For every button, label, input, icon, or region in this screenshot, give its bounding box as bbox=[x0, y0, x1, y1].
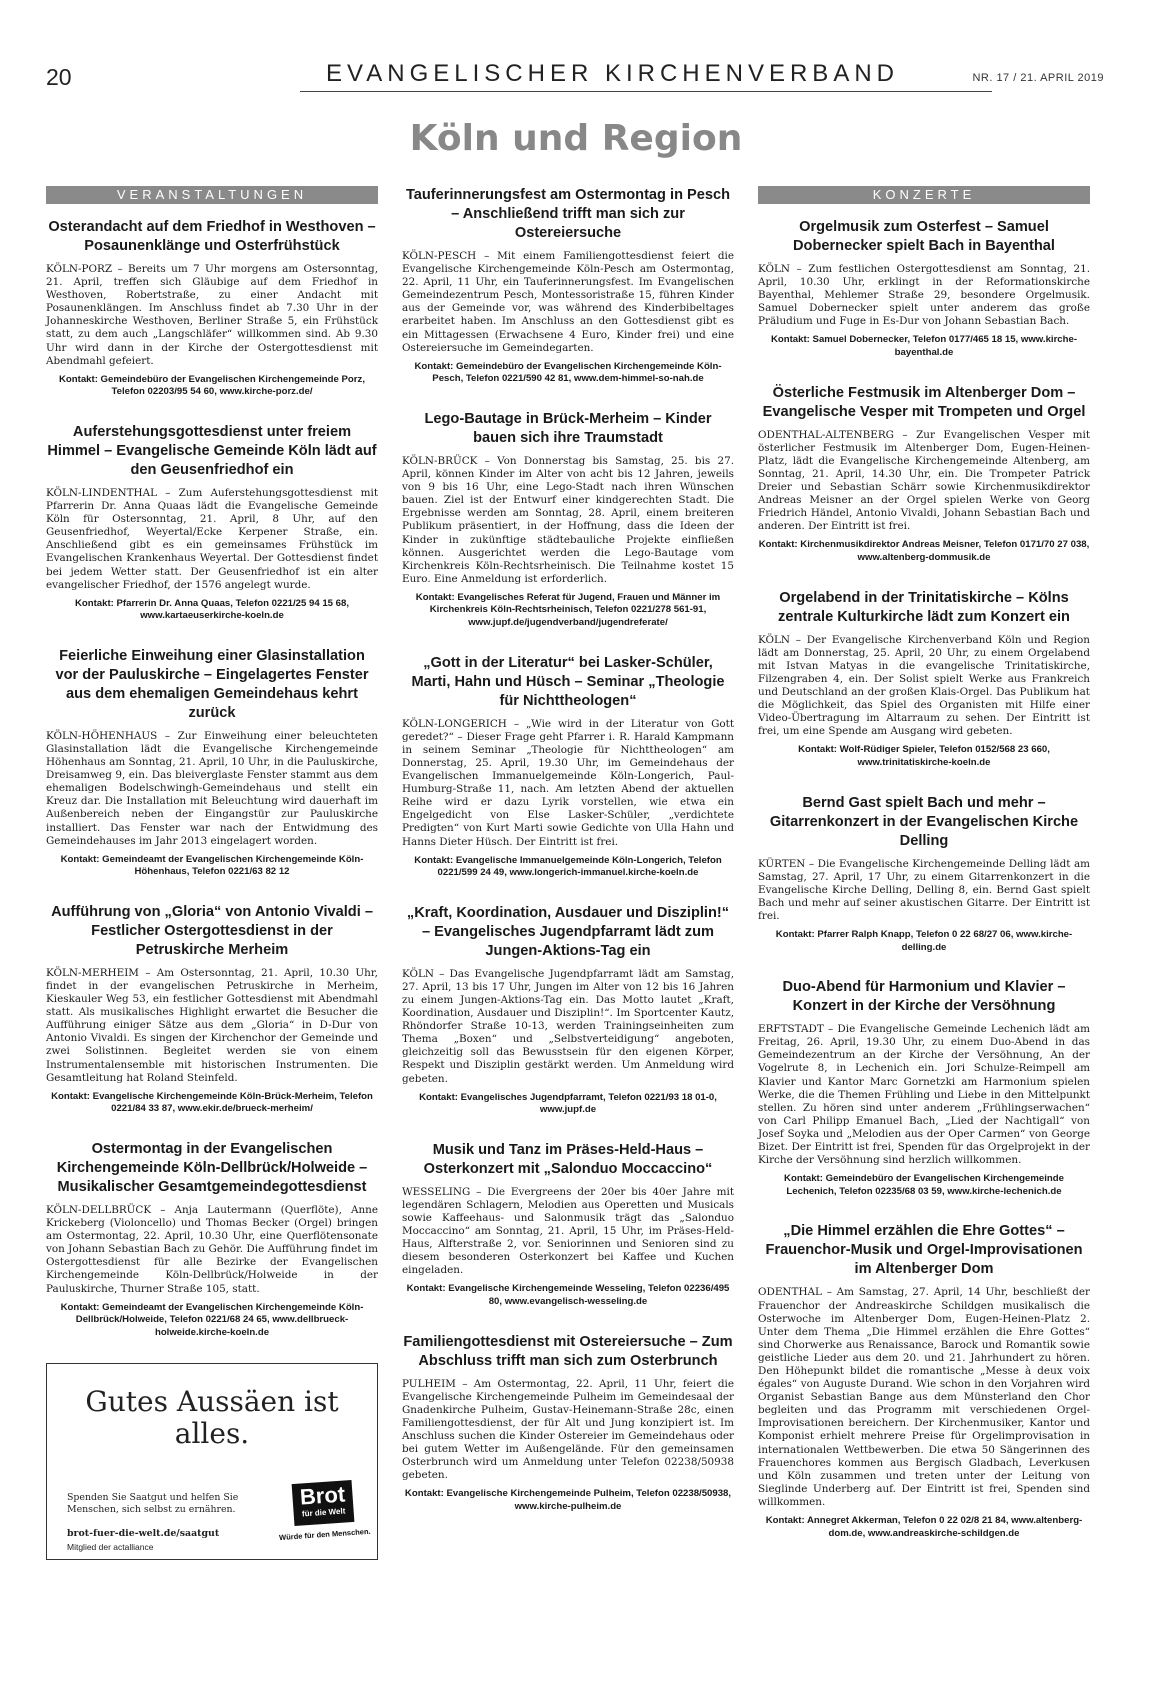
article-contact: Kontakt: Evangelische Immanuelgemeinde Köln-Longerich, Telefon 0221/599 24 49, www.longerich-immanuel.kirche-koeln.de bbox=[414, 854, 722, 879]
article-contact: Kontakt: Evangelische Kirchengemeinde Pulheim, Telefon 02238/50938, www.kirche-pulheim.de bbox=[404, 1488, 732, 1512]
article-contact: Kontakt: Wolf-Rüdiger Spieler, Telefon 0152/568 23 660, www.trinitatiskirche-koeln.de bbox=[798, 744, 1050, 768]
article bbox=[46, 423, 378, 623]
logo-badge bbox=[292, 1480, 355, 1526]
article bbox=[402, 410, 734, 630]
article bbox=[402, 654, 734, 880]
article-title: Österliche Festmusik im Altenberger Dom – Evangelische Vesper mit Trompeten und Orgel bbox=[762, 384, 1086, 420]
article-contact: Kontakt: Gemeindebüro der Evangelischen Kirchengemeinde Porz, Telefon 02203/95 54 60, www.kirche-porz.de/ bbox=[58, 373, 365, 398]
article-body: KÖLN – Zum festlichen Ostergottesdienst am Sonntag, 21. April, 10.30 Uhr, erklingt in der Reformationskirche Bayenthal, Mehlemer Straße 29, besondere Orgelmusik. Samuel Dobernecker spielt unter anderem das große Präludium und Fuge in Es-Dur von Johann Sebastian Bach. bbox=[758, 263, 1090, 328]
article-contact: Kontakt: Evangelische Kirchengemeinde Köln-Brück-Merheim, Telefon 0221/84 33 87, www.ekir.de/brueck-merheim/ bbox=[51, 1090, 373, 1115]
article-body: KÖLN-PESCH – Mit einem Familiengottesdienst feiert die Evangelische Kirchengemeinde Köln-Pesch am Ostermontag, 22. April, 11 Uhr, ein Tauferinnerungsfest. Im Evangelischen Gemeindezentrum Pesch, Montessoristraße 15, führen Kinder aus der Gemeinde vor, was während des Kinderbibeltages erarbeitet haben. Im Anschluss an den Gottesdienst gibt es ein Mittagessen (Erwachsene 4 Euro, Kinder frei) und eine Ostereiersuche im Gemeindegarten. bbox=[402, 250, 734, 354]
article-contact: Kontakt: Pfarrer Ralph Knapp, Telefon 0 22 68/27 06, www.kirche-delling.de bbox=[775, 929, 1073, 953]
article-body: KÖLN-LINDENTHAL – Zum Auferstehungsgottesdienst mit Pfarrerin Dr. Anna Quaas lädt die Evangelische Gemeinde Köln für Ostersonntag, 21. April, 8 Uhr, auf den Geusenfriedhof, Weyertal/Ecke Kerpener Straße, ein. Anschließend gibt es ein gemeinsames Frühstück im Evangelischen Krankenhaus Weyertal. Der Gottesdienst findet bei jedem Wetter statt. Der Geusenfriedhof ist ein alter evangelischer Friedhof, der 1576 angelegt wurde. bbox=[46, 486, 378, 591]
article-title: Ostermontag in der Evangelischen Kirchengemeinde Köln-Dellbrück/Holweide – Musikalischer Gesamtgemeindegottesdienst bbox=[56, 1140, 368, 1195]
article bbox=[402, 904, 734, 1117]
article-title: Bernd Gast spielt Bach und mehr – Gitarrenkonzert in der Evangelischen Kirche Delling bbox=[769, 794, 1079, 849]
article-title: Osterandacht auf dem Friedhof in Westhoven – Posaunenklänge und Osterfrühstück bbox=[48, 219, 376, 254]
ad-url[interactable]: brot-fuer-die-welt.de/saatgut bbox=[67, 1528, 220, 1540]
article bbox=[758, 384, 1090, 565]
article-contact: Kontakt: Evangelisches Referat für Jugend, Frauen und Männer im Kirchenkreis Köln-Rechtsrheinisch, Telefon 0221/278 561-91, www.jupf.de/jugendverband/jugendreferate/ bbox=[415, 591, 721, 629]
advertisement[interactable] bbox=[46, 1363, 378, 1560]
article-body: PULHEIM – Am Ostermontag, 22. April, 11 Uhr, feiert die Evangelische Kirchengemeinde Pulheim im Gemeindesaal der Gnadenkirche Pulheim, Gustav-Heinemann-Straße 28c, einen Familiengottesdienst, der für Alt und Jung konzipiert ist. Im Anschluss suchen die Kinder Ostereier im Gemeindehaus oder bei gutem Wetter im Außengelände. Für den gemeinsamen Osterbrunch wird um Anmeldung unter Telefon 02238/50938 gebeten. bbox=[402, 1377, 734, 1482]
article-body: KÖLN – Der Evangelische Kirchenverband Köln und Region lädt am Donnerstag, 25. April, 20 Uhr, zu einem Orgelabend mit Istvan Matyas in die evangelische Trinitatiskirche, Filzengraben 4, ein. Der Solist spielt Werke aus Frankreich und Deutschland an der großen Klais-Orgel. Das Publikum hat die Möglichkeit, das Spiel des Organisten mit Hilfe einer Video-Übertragung im Altarraum zu sehen. Der Eintritt ist frei, um eine Spende am Ausgang wird gebeten. bbox=[758, 633, 1090, 738]
article-body: KÖLN-PORZ – Bereits um 7 Uhr morgens am Ostersonntag, 21. April, treffen sich Gläubige auf dem Friedhof in Westhoven, Robertstraße, zu einer Andacht mit Posaunenklängen. Im Anschluss findet ab 7.30 Uhr in der Johanneskirche Westhoven, Berliner Straße 5, ein Frühstück statt, zu dem auch „Langschläfer“ willkommen sind. Ab 9.30 Uhr wird dann in der Kirche der Ostergottesdienst mit Abendmahl gefeiert. bbox=[46, 263, 378, 367]
article bbox=[758, 1222, 1090, 1540]
article-title: „Kraft, Koordination, Ausdauer und Disziplin!“ – Evangelisches Jugendpfarramt lädt zum Jungen-Aktions-Tag ein bbox=[406, 904, 730, 959]
article bbox=[402, 1141, 734, 1309]
column-label: KONZERTE bbox=[758, 186, 1090, 204]
article-body: WESSELING – Die Evergreens der 20er bis 40er Jahre mit legendären Schlagern, Melodien aus Operetten und Musicals sowie Kaffeehaus- und Salonmusik trägt das „Salonduo Moccaccino“ am Sonntag, 21. April, 15 Uhr, im Präses-Held-Haus, Alfterstraße 2, vor. Seniorinnen und Senioren sind zu diesem besonderen Osterkonzert bei Kaffee und Kuchen eingeladen. bbox=[402, 1185, 734, 1277]
article-title: Orgelabend in der Trinitatiskirche – Kölns zentrale Kulturkirche lädt zum Konzert ein bbox=[778, 589, 1070, 625]
article bbox=[46, 218, 378, 399]
article-contact: Kontakt: Evangelische Kirchengemeinde Wesseling, Telefon 02236/495 80, www.evangelisch-wesseling.de bbox=[406, 1283, 730, 1308]
publication-title: EVANGELISCHER KIRCHENVERBAND bbox=[326, 60, 899, 87]
article-title: Feierliche Einweihung einer Glasinstallation vor der Pauluskirche – Eingelagertes Fenster aus dem ehemaligen Gemeindehaus kehrt zurück bbox=[55, 647, 369, 721]
column-konzerte bbox=[758, 186, 1090, 1564]
article-contact: Kontakt: Samuel Dobernecker, Telefon 0177/465 18 15, www.kirche-bayenthal.de bbox=[770, 334, 1078, 359]
article-contact: Kontakt: Pfarrerin Dr. Anna Quaas, Telefon 0221/25 94 15 68, www.kartaeuserkirche-koeln.de bbox=[74, 597, 350, 622]
article-title: Musik und Tanz im Präses-Held-Haus – Osterkonzert mit „Salonduo Moccaccino“ bbox=[423, 1141, 713, 1177]
logo-word: Brot bbox=[299, 1481, 346, 1510]
article-contact: Kontakt: Evangelisches Jugendpfarramt, Telefon 0221/93 18 01-0, www.jupf.de bbox=[419, 1091, 717, 1116]
article-title: Orgelmusik zum Osterfest – Samuel Dobernecker spielt Bach in Bayenthal bbox=[793, 219, 1055, 254]
article bbox=[758, 794, 1090, 955]
header-rule bbox=[300, 91, 992, 92]
article-contact: Kontakt: Gemeindeamt der Evangelischen Kirchengemeinde Köln-Dellbrück/Holweide, Telefon 0221/68 24 65, www.dellbrueck-holweide.kirche-koeln.de bbox=[60, 1301, 364, 1338]
ad-member-line: Mitglied der actalliance bbox=[67, 1542, 154, 1553]
article-body: KÖLN-MERHEIM – Am Ostersonntag, 21. April, 10.30 Uhr, findet in der evangelischen Petruskirche in Merheim, Kieskauler Weg 53, ein festlicher Gottesdienst mit Abendmahl statt. Als musikalisches Highlight erwartet die Besucher die Aufführung einiger Sätze aus dem „Gloria“ in D-Dur von Antonio Vivaldi. Es singen der Kirchenchor der Gemeinde und zwei Solistinnen. Begleitet werden sie von einem Instrumentalensemble mit historischen Instrumenten. Die Gesamtleitung hat Roland Steinfeld. bbox=[46, 966, 378, 1084]
article-title: Auferstehungsgottesdienst unter freiem Himmel – Evangelische Gemeinde Köln lädt auf den Geusenfriedhof ein bbox=[47, 423, 377, 478]
article-title: Duo-Abend für Harmonium und Klavier – Konzert in der Kirche der Versöhnung bbox=[782, 979, 1066, 1015]
article-contact: Kontakt: Annegret Akkerman, Telefon 0 22 02/8 21 84, www.altenberg-dom.de, www.andreaskirche-schildgen.de bbox=[765, 1515, 1083, 1539]
article-title: Aufführung von „Gloria“ von Antonio Vivaldi – Festlicher Ostergottesdienst in der Petruskirche Merheim bbox=[51, 903, 373, 958]
article-body: ODENTHAL-ALTENBERG – Zur Evangelischen Vesper mit österlicher Festmusik im Altenberger Dom, Eugen-Heinen-Platz, lädt die Evangelische Kirchengemeinde Altenberg, am Sonntag, 21. April, 14.30 Uhr, ein. Die Trompeter Patrick Dreier und Sebastian Schärr sowie Kirchenmusikdirektor Andreas Meisner an der Orgel spielen Werke von Georg Friedrich Händel, Antonio Vivaldi, Johann Sebastian Bach und anderen. Der Eintritt ist frei. bbox=[758, 428, 1090, 533]
article-contact: Kontakt: Kirchenmusikdirektor Andreas Meisner, Telefon 0171/70 27 038, www.altenberg-dommusik.de bbox=[758, 539, 1090, 563]
article bbox=[46, 903, 378, 1116]
article-title: Lego-Bautage in Brück-Merheim – Kinder bauen sich ihre Traumstadt bbox=[424, 410, 712, 446]
article-contact: Kontakt: Gemeindebüro der Evangelischen Kirchengemeinde Köln-Pesch, Telefon 0221/590 42 81, www.dem-himmel-so-nah.de bbox=[414, 360, 722, 385]
article-contact: Kontakt: Gemeindebüro der Evangelischen Kirchengemeinde Lechenich, Telefon 02235/68 03 59, www.kirche-lechenich.de bbox=[784, 1173, 1064, 1197]
article bbox=[402, 186, 734, 386]
article-body: KÖLN-HÖHENHAUS – Zur Einweihung einer beleuchteten Glasinstallation lädt die Evangelische Kirchengemeinde Höhenhaus am Sonntag, 21. April, 10 Uhr, in die Pauluskirche, Dreisamweg 9, ein. Das bleiverglaste Fenster stammt aus dem ehemaligen Bodelschwingh-Gemeindehaus und stellt ein Kreuz dar. Die Installation mit Beleuchtung wird dauerhaft im Außenbereich neben der Eingangstür zur Pauluskirche installiert. Das Fenster war nach der Entwidmung des Gemeindehauses im Jahr 2013 eingelagert worden. bbox=[46, 729, 378, 847]
column-veranstaltungen bbox=[46, 186, 378, 1560]
article-body: KÖLN-DELLBRÜCK – Anja Lautermann (Querflöte), Anne Krickeberg (Violoncello) und Thomas Becker (Orgel) bringen am Ostermontag, 22. April, 10.30 Uhr, eine Querflötensonate von Johann Sebastian Bach zu Gehör. Die Aufführung findet im Ostergottesdienst für alle Bezirke der Evangelischen Kirchengemeinde Köln-Dellbrück/Holweide in der Pauluskirche, Thurner Straße 105, statt. bbox=[46, 1203, 378, 1295]
article-body: KÜRTEN – Die Evangelische Kirchengemeinde Delling lädt am Samstag, 27. April, 17 Uhr, zu einem Gitarrenkonzert in die Evangelische Kirche Delling, Delling 8, ein. Bernd Gast spielt Bach und mehr auf seiner akustischen Gitarre. Der Eintritt ist frei. bbox=[758, 857, 1090, 922]
logo-subword: für die Welt bbox=[301, 1506, 346, 1519]
article bbox=[758, 589, 1090, 770]
article-body: ERFTSTADT – Die Evangelische Gemeinde Lechenich lädt am Freitag, 26. April, 19.30 Uhr, zu einem Duo-Abend in das Gemeindezentrum an der Kirche der Versöhnung, An der Vogelrute 8, in Lechenich ein. Jori Schulze-Reimpell am Klavier und Kantor Marc Gornetzki am Harmonium spielen Werke, die die Themen Frühling und Liebe in den Mittelpunkt stellen. Zu hören sind unter anderem „Frühlingserwachen“ von Carl Philipp Emanuel Bach, „Lied der Nachtigall“ von Josef Soyka und „Melodien aus der Oper Carmen“ von George Bizet. Der Eintritt ist frei, Spenden für das Orgelprojekt in der Kirche der Versöhnung sind herzlich willkommen. bbox=[758, 1023, 1090, 1167]
article-body: KÖLN-LONGERICH – „Wie wird in der Literatur von Gott geredet?“ – Dieser Frage geht Pfarrer i. R. Harald Kampmann in seinem Seminar „Theologie für Nichttheologen“ am Donnerstag, 25. April, 19.30 Uhr, im Gemeindehaus der Evangelischen Immanuelgemeinde Köln-Longerich, Paul-Humburg-Straße 11, nach. Am letzten Abend der aktuellen Reihe wird er dazu Lyrik vorstellen, wie etwa ein Engelgedicht von Else Lasker-Schüler, „verdichtete Predigten“ von Kurt Marti sowie Gedichte von Ulla Hahn und Hanns Dieter Hüsch. Der Eintritt ist frei. bbox=[402, 717, 734, 848]
article bbox=[758, 978, 1090, 1198]
article-title: „Gott in der Literatur“ bei Lasker-Schüler, Marti, Hahn und Hüsch – Seminar „Theologie für Nichttheologen“ bbox=[411, 654, 725, 709]
brot-fuer-die-welt-logo bbox=[278, 1481, 371, 1546]
article bbox=[46, 647, 378, 879]
article bbox=[46, 1140, 378, 1339]
article-title: Familiengottesdienst mit Ostereiersuche – Zum Abschluss trifft man sich zum Osterbrunch bbox=[403, 1333, 733, 1369]
ad-headline: Gutes Aussäen ist alles. bbox=[85, 1385, 339, 1451]
page-number: 20 bbox=[46, 64, 72, 90]
article bbox=[758, 218, 1090, 360]
logo-slogan: Würde für den Menschen. bbox=[278, 1527, 371, 1543]
article bbox=[402, 1333, 734, 1514]
article-body: ODENTHAL – Am Samstag, 27. April, 14 Uhr, beschließt der Frauenchor der Andreaskirche Schildgen musikalisch die Osterwoche im Altenberger Dom, Eugen-Heinen-Platz 2. Unter dem Thema „Die Himmel erzählen die Ehre Gottes“ sind Chorwerke aus Renaissance, Barock und Romantik sowie geistliche Lieder aus dem 20. und 21. Jahrhundert zu hören. Den Höhepunkt bildet die romantische „Messe à deux voix égales“ von Auguste Durand. Wie schon in den Vorjahren wird Organist Sebastian Bange aus dem Münsterland den Chor begleiten und das Programm mit verschiedenen Orgel-Improvisationen bereichern. Der Kirchenmusiker, Kantor und Komponist erhielt mehrere Preise für Orgelimprovisation in internationalen Wettbewerben. Die etwa 50 Sängerinnen des Frauenchores kommen aus Bergisch Gladbach, Leverkusen und Köln zusammen und treten unter der Leitung von Sieglinde Underberg auf. Der Eintritt ist frei, Spenden sind willkommen. bbox=[758, 1286, 1090, 1508]
article-contact: Kontakt: Gemeindeamt der Evangelischen Kirchengemeinde Köln-Höhenhaus, Telefon 0221/63 82 12 bbox=[60, 853, 364, 878]
column-label: VERANSTALTUNGEN bbox=[46, 186, 378, 204]
issue-info: NR. 17 / 21. APRIL 2019 bbox=[972, 72, 1104, 84]
article-title: Tauferinnerungsfest am Ostermontag in Pesch – Anschließend trifft man sich zur Ostereiersuche bbox=[405, 187, 731, 241]
column-middle bbox=[402, 186, 734, 1538]
article-title: „Die Himmel erzählen die Ehre Gottes“ – Frauenchor-Musik und Orgel-Improvisationen im Altenberger Dom bbox=[765, 1223, 1083, 1278]
article-body: KÖLN-BRÜCK – Von Donnerstag bis Samstag, 25. bis 27. April, können Kinder im Alter von acht bis 12 Jahren, jeweils von 9 bis 16 Uhr, eine Lego-Stadt nach ihren Wünschen bauen. Ziel ist der Entwurf einer kindgerechten Stadt. Die Ergebnisse werden am Sonntag, 28. April, einem breiteren Publikum präsentiert, in der Hoffnung, dass die Ideen der Kinder in zukünftige städtebauliche Projekte einfließen können. Ausgerichtet werden die Lego-Bautage vom Kirchenkreis Köln-Rechtsrheinisch. Die Teilnahme kostet 15 Euro. Eine Anmeldung ist erforderlich. bbox=[402, 454, 734, 585]
section-title: Köln und Region bbox=[409, 118, 743, 159]
article-body: KÖLN – Das Evangelische Jugendpfarramt lädt am Samstag, 27. April, 13 bis 17 Uhr, Jungen im Alter von 12 bis 16 Jahren zu einem Jungen-Aktions-Tag ein. Das Motto lautet „Kraft, Koordination, Ausdauer und Disziplin!“. Im Sportcenter Kautz, Rhöndorfer Straße 10-13, werden Trainingseinheiten zum Thema „Boxen“ und „Selbstverteidigung“ angeboten, gleichzeitig soll das Bewusstsein für den eigenen Körper, Respekt und Disziplin gestärkt werden. Um Anmeldung wird gebeten. bbox=[402, 967, 734, 1085]
ad-text: Spenden Sie Saatgut und helfen Sie Menschen, sich selbst zu ernähren. bbox=[67, 1492, 239, 1516]
